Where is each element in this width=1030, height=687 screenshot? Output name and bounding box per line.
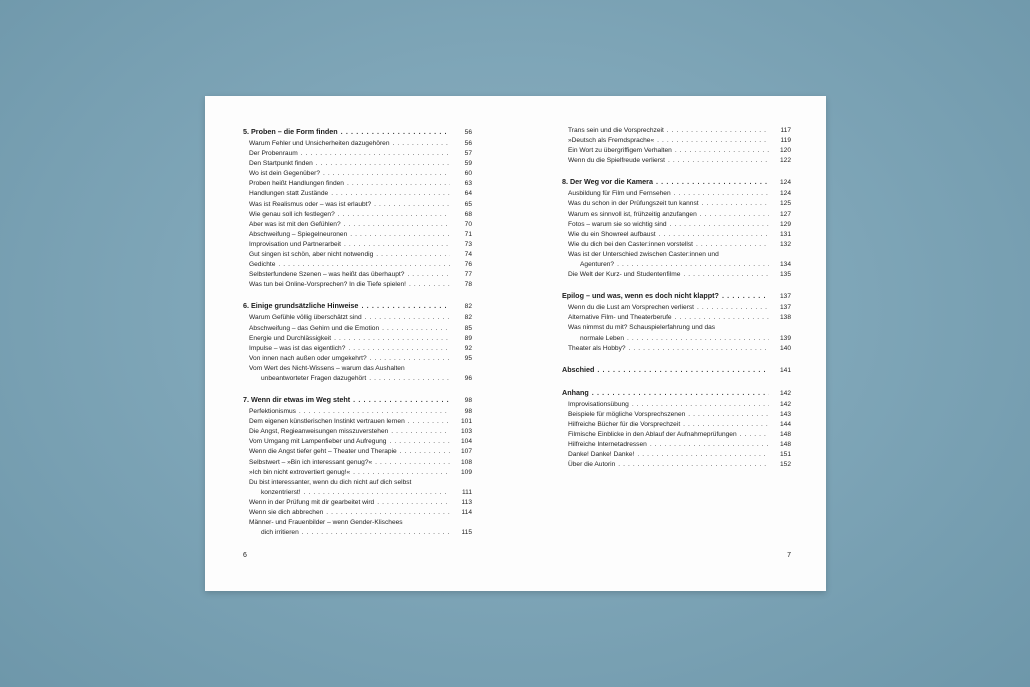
entry-title: Dem eigenen künstlerischen Instinkt vertrauen lernen — [249, 418, 405, 426]
entry-title: »Ich bin nicht extrovertiert genug!« — [249, 468, 351, 476]
entry-page-number: 103 — [460, 428, 472, 436]
dot-leader — [275, 260, 450, 270]
entry-page-number: 101 — [460, 418, 472, 426]
entry-page-number: 117 — [780, 127, 791, 134]
section-gap — [243, 384, 472, 394]
dot-leader — [680, 270, 769, 280]
entry-title: Wenn du die Lust am Vorsprechen verlierst — [568, 304, 694, 312]
entry-page-number: 129 — [779, 220, 791, 228]
toc-entry — [562, 240, 791, 250]
dot-leader — [671, 189, 769, 199]
dot-leader — [366, 374, 450, 384]
entry-title: Ausbildung für Film und Fernsehen — [568, 190, 671, 198]
entry-title: Was ist der Unterschied zwischen Caster:innen und — [568, 250, 719, 258]
entry-page-number: 135 — [779, 271, 791, 279]
dot-leader — [594, 364, 769, 376]
entry-page-number: 119 — [780, 137, 791, 145]
entry-page-number: 115 — [461, 529, 472, 537]
dot-leader — [647, 440, 769, 450]
entry-page-number: 148 — [779, 430, 791, 438]
toc-entry — [562, 126, 791, 136]
entry-title: Improvisationsübung — [568, 400, 629, 408]
section-gap — [562, 354, 791, 364]
entry-page-number: 151 — [779, 451, 791, 459]
entry-title: Impulse – was ist das eigentlich? — [249, 344, 346, 352]
toc-entry — [243, 250, 472, 260]
toc-entry — [243, 374, 472, 384]
dot-leader — [367, 354, 450, 364]
dot-leader — [664, 126, 769, 136]
entry-page-number: 152 — [779, 461, 791, 469]
toc-entry — [562, 334, 791, 344]
entry-title: Alternative Film- und Theaterberufe — [568, 314, 672, 322]
toc-entry — [243, 437, 472, 447]
chapter-title: Epilog – und was, wenn es doch nicht klappt? — [562, 291, 719, 301]
entry-title: Warum Fehler und Unsicherheiten dazugehören — [249, 140, 390, 147]
toc-entry — [562, 189, 791, 199]
toc-entry — [243, 344, 472, 354]
toc-entry — [243, 364, 472, 374]
entry-page-number: 142 — [779, 400, 791, 408]
entry-page-number: 59 — [464, 160, 472, 168]
toc-entry — [562, 313, 791, 323]
dot-leader — [371, 200, 450, 210]
dot-leader — [345, 344, 450, 354]
entry-title: Fotos – warum sie so wichtig sind — [568, 220, 667, 228]
entry-page-number: 143 — [779, 410, 791, 418]
entry-page-number: 85 — [464, 324, 472, 332]
entry-title: Wie genau soll ich festlegen? — [249, 210, 335, 218]
entry-page-number: 124 — [779, 190, 791, 198]
dot-leader — [338, 126, 450, 138]
entry-title: Selbsterfundene Szenen – was heißt das überhaupt? — [249, 271, 405, 279]
entry-title: Von innen nach außen oder umgekehrt? — [249, 354, 367, 362]
dot-leader — [388, 427, 450, 437]
entry-title: dich irritieren — [261, 529, 299, 537]
toc-entry — [243, 200, 472, 210]
dot-leader — [298, 149, 450, 159]
entry-page-number: 113 — [461, 498, 472, 506]
dot-leader — [624, 334, 769, 344]
entry-page-number: 89 — [464, 334, 472, 342]
toc-entry — [562, 156, 791, 166]
toc-entry — [243, 528, 472, 538]
chapter-page-number: 142 — [779, 389, 791, 397]
dot-leader — [328, 189, 450, 199]
entry-title: Beispiele für mögliche Vorsprechszenen — [568, 410, 686, 418]
entry-title: Wenn in der Prüfung mit dir gearbeitet wird — [249, 498, 375, 506]
entry-page-number: 109 — [460, 468, 472, 476]
entry-title: Danke! Danke! Danke! — [568, 451, 635, 459]
entry-title: Hilfreiche Bücher für die Vorsprechzeit — [568, 420, 681, 428]
dot-leader — [350, 394, 450, 406]
dot-leader — [331, 334, 450, 344]
toc-entry — [243, 210, 472, 220]
entry-page-number: 92 — [464, 344, 472, 352]
toc-entry — [243, 407, 472, 417]
toc-chapter — [562, 176, 791, 189]
entry-page-number: 68 — [464, 210, 472, 218]
entry-title: Wenn du die Spielfreude verlierst — [568, 157, 666, 165]
entry-page-number: 108 — [460, 458, 472, 466]
dot-leader — [404, 270, 450, 280]
entry-title: Der Probenraum — [249, 150, 298, 158]
toc-entry — [243, 189, 472, 199]
dot-leader — [301, 488, 450, 498]
section-gap — [562, 280, 791, 290]
toc-entry — [562, 270, 791, 280]
entry-title: Trans sein und die Vorsprechzeit — [568, 127, 664, 134]
entry-page-number: 144 — [779, 420, 791, 428]
entry-title: Gedichte — [249, 261, 276, 269]
chapter-page-number: 98 — [464, 397, 472, 405]
toc-chapter — [562, 364, 791, 377]
entry-page-number: 127 — [779, 210, 791, 218]
toc-entry — [562, 344, 791, 354]
entry-title: Abschweifung – Spiegelneuronen — [249, 230, 348, 238]
chapter-title: 8. Der Weg vor die Kamera — [562, 177, 653, 187]
toc-entry — [562, 450, 791, 460]
toc-entry — [243, 508, 472, 518]
entry-title: Was tun bei Online-Vorsprechen? In die Tiefe spielen! — [249, 281, 406, 289]
dot-leader — [347, 230, 450, 240]
dot-leader — [374, 498, 450, 508]
dot-leader — [672, 146, 769, 156]
entry-title: Vom Umgang mit Lampenfieber und Aufregung — [249, 438, 387, 446]
entry-page-number: 82 — [464, 314, 472, 322]
toc-chapter — [243, 394, 472, 407]
entry-page-number: 131 — [779, 230, 791, 238]
toc-entry — [562, 220, 791, 230]
entry-title: »Deutsch als Fremdsprache« — [568, 137, 655, 145]
toc-entry — [243, 354, 472, 364]
entry-title: Gut singen ist schön, aber nicht notwendig — [249, 251, 374, 259]
entry-title: Warum Gefühle völlig überschätzt sind — [249, 314, 362, 322]
entry-title: konzentrierst! — [261, 488, 301, 496]
dot-leader — [665, 156, 769, 166]
entry-title: Über die Autorin — [568, 461, 616, 469]
chapter-page-number: 137 — [779, 293, 791, 301]
entry-page-number: 78 — [464, 281, 472, 289]
toc-entry — [243, 270, 472, 280]
entry-page-number: 138 — [779, 314, 791, 322]
entry-title: Abschweifung – das Gehirn und die Emotion — [249, 324, 380, 332]
dot-leader — [667, 220, 769, 230]
entry-page-number: 120 — [779, 147, 791, 155]
dot-leader — [680, 420, 769, 430]
entry-title: Filmische Einblicke in den Ablauf der Aufnahmeprüfungen — [568, 430, 737, 438]
toc-entry — [243, 169, 472, 179]
chapter-title: 7. Wenn dir etwas im Weg steht — [243, 395, 351, 405]
dot-leader — [373, 250, 450, 260]
toc-entry — [562, 400, 791, 410]
toc-entry — [562, 199, 791, 209]
entry-page-number: 70 — [464, 220, 472, 228]
dot-leader — [296, 407, 450, 417]
entry-title: Perfektionismus — [249, 408, 296, 416]
dot-leader — [737, 430, 769, 440]
dot-leader — [653, 176, 769, 188]
chapter-page-number: 124 — [779, 179, 791, 187]
toc-chapter — [243, 126, 472, 139]
toc-entry — [243, 260, 472, 270]
table-of-contents-right — [562, 126, 791, 470]
toc-entry — [243, 458, 472, 468]
entry-page-number: 64 — [464, 190, 472, 198]
dot-leader — [358, 300, 450, 312]
entry-title: Ein Wort zu übergriffigem Verhalten — [568, 147, 672, 155]
entry-title: Warum es sinnvoll ist, frühzeitig anzufangen — [568, 210, 697, 218]
toc-entry — [562, 420, 791, 430]
toc-entry — [243, 427, 472, 437]
entry-page-number: 148 — [779, 441, 791, 449]
toc-entry — [243, 324, 472, 334]
dot-leader — [313, 159, 450, 169]
entry-title: Männer- und Frauenbilder – wenn Gender-Klischees — [249, 519, 403, 527]
entry-title: Wie du dich bei den Caster:innen vorstellst — [568, 240, 693, 248]
chapter-title: Anhang — [562, 387, 589, 397]
toc-entry — [562, 230, 791, 240]
toc-entry — [562, 410, 791, 420]
section-gap — [243, 290, 472, 300]
dot-leader — [634, 450, 769, 460]
entry-page-number: 111 — [461, 488, 472, 496]
dot-leader — [335, 210, 450, 220]
dot-leader — [654, 136, 769, 146]
book-spread — [205, 96, 826, 591]
entry-page-number: 140 — [779, 344, 791, 352]
toc-entry — [562, 250, 791, 260]
dot-leader — [614, 260, 769, 270]
entry-title: Agenturen? — [580, 261, 615, 269]
section-gap — [562, 166, 791, 176]
entry-page-number: 57 — [464, 150, 472, 158]
entry-title: Wie du ein Showreel aufbaust — [568, 230, 656, 238]
entry-title: Den Startpunkt finden — [249, 160, 313, 168]
entry-page-number: 63 — [464, 180, 472, 188]
dot-leader — [719, 290, 769, 302]
toc-entry — [243, 280, 472, 290]
dot-leader — [379, 324, 450, 334]
toc-entry — [243, 139, 472, 149]
dot-leader — [693, 240, 769, 250]
entry-title: normale Leben — [580, 334, 624, 342]
dot-leader — [390, 139, 450, 149]
left-page — [205, 96, 515, 591]
dot-leader — [344, 179, 450, 189]
entry-page-number: 104 — [460, 438, 472, 446]
entry-title: Wenn die Angst tiefer geht – Theater und Therapie — [249, 448, 397, 456]
entry-title: Proben heißt Handlungen finden — [249, 180, 344, 188]
toc-entry — [243, 488, 472, 498]
toc-entry — [243, 240, 472, 250]
toc-entry — [243, 159, 472, 169]
entry-page-number: 107 — [460, 448, 472, 456]
dot-leader — [350, 468, 450, 478]
entry-page-number: 60 — [464, 170, 472, 178]
dot-leader — [615, 460, 769, 470]
entry-title: Was nimmst du mit? Schauspielerfahrung und das — [568, 324, 716, 332]
table-of-contents-left — [243, 126, 472, 538]
page-number-right: 7 — [787, 552, 791, 559]
entry-page-number: 137 — [779, 304, 791, 312]
toc-chapter — [562, 290, 791, 303]
toc-chapter — [243, 300, 472, 313]
entry-page-number: 114 — [461, 509, 472, 516]
dot-leader — [341, 220, 450, 230]
chapter-title: 5. Proben – die Form finden — [243, 127, 338, 136]
entry-title: Energie und Durchlässigkeit — [249, 334, 332, 342]
entry-title: Vom Wert des Nicht-Wissens – warum das Aushalten — [249, 364, 405, 372]
entry-page-number: 134 — [779, 261, 791, 269]
toc-entry — [243, 417, 472, 427]
toc-entry — [243, 334, 472, 344]
dot-leader — [323, 508, 450, 518]
chapter-title: 6. Einige grundsätzliche Hinweise — [243, 301, 359, 311]
dot-leader — [341, 240, 450, 250]
toc-entry — [243, 230, 472, 240]
toc-entry — [243, 468, 472, 478]
entry-page-number: 122 — [779, 157, 791, 165]
entry-title: Was ist Realismus oder – was ist erlaubt? — [249, 200, 372, 208]
entry-title: Wo ist dein Gegenüber? — [249, 170, 320, 178]
chapter-page-number: 56 — [464, 129, 472, 136]
toc-entry — [243, 220, 472, 230]
entry-title: Die Welt der Kurz- und Studentenfilme — [568, 271, 681, 279]
toc-entry — [562, 260, 791, 270]
toc-entry — [243, 447, 472, 457]
page-number-left: 6 — [243, 552, 247, 559]
toc-entry — [243, 498, 472, 508]
entry-page-number: 73 — [464, 240, 472, 248]
dot-leader — [320, 169, 450, 179]
section-gap — [562, 377, 791, 387]
entry-page-number: 139 — [779, 334, 791, 342]
dot-leader — [406, 280, 450, 290]
toc-entry — [562, 440, 791, 450]
entry-title: Theater als Hobby? — [568, 344, 626, 352]
toc-entry — [562, 146, 791, 156]
toc-entry — [243, 518, 472, 528]
toc-chapter — [562, 387, 791, 400]
entry-page-number: 71 — [464, 230, 472, 238]
entry-page-number: 77 — [464, 271, 472, 279]
entry-title: Was du schon in der Prüfungszeit tun kannst — [568, 200, 699, 208]
toc-entry — [562, 323, 791, 333]
dot-leader — [656, 230, 769, 240]
dot-leader — [397, 447, 450, 457]
toc-entry — [243, 149, 472, 159]
entry-page-number: 95 — [464, 354, 472, 362]
entry-title: Hilfreiche Internetadressen — [568, 441, 647, 449]
entry-title: Improvisation und Partnerarbeit — [249, 240, 341, 248]
entry-title: Die Angst, Regieanweisungen misszuverstehen — [249, 428, 389, 436]
entry-page-number: 132 — [779, 240, 791, 248]
dot-leader — [372, 458, 450, 468]
toc-entry — [243, 179, 472, 189]
entry-page-number: 125 — [779, 200, 791, 208]
entry-title: Handlungen statt Zustände — [249, 190, 329, 198]
toc-entry — [562, 303, 791, 313]
entry-page-number: 98 — [464, 408, 472, 416]
dot-leader — [362, 313, 450, 323]
toc-entry — [562, 460, 791, 470]
chapter-page-number: 82 — [464, 303, 472, 311]
toc-entry — [562, 136, 791, 146]
entry-title: Selbstwert – »Bin ich interessant genug?« — [249, 458, 373, 466]
dot-leader — [299, 528, 450, 538]
right-page — [515, 96, 826, 591]
entry-title: Wenn sie dich abbrechen — [249, 509, 324, 516]
toc-entry — [243, 313, 472, 323]
entry-title: unbeantworteter Fragen dazugehört — [261, 374, 367, 382]
dot-leader — [685, 410, 769, 420]
dot-leader — [672, 313, 769, 323]
dot-leader — [405, 417, 450, 427]
entry-page-number: 74 — [464, 251, 472, 259]
entry-page-number: 96 — [464, 374, 472, 382]
toc-entry — [243, 478, 472, 488]
chapter-title: Abschied — [562, 364, 595, 374]
toc-entry — [562, 430, 791, 440]
toc-entry — [562, 210, 791, 220]
dot-leader — [629, 400, 769, 410]
entry-page-number: 65 — [464, 200, 472, 208]
dot-leader — [694, 303, 769, 313]
entry-title: Aber was ist mit den Gefühlen? — [249, 220, 341, 228]
chapter-page-number: 141 — [779, 366, 791, 374]
entry-page-number: 76 — [464, 261, 472, 269]
dot-leader — [699, 199, 769, 209]
dot-leader — [386, 437, 450, 447]
dot-leader — [697, 210, 769, 220]
entry-page-number: 56 — [464, 140, 472, 147]
dot-leader — [626, 344, 769, 354]
dot-leader — [589, 387, 769, 399]
entry-title: Du bist interessanter, wenn du dich nicht auf dich selbst — [249, 478, 412, 486]
